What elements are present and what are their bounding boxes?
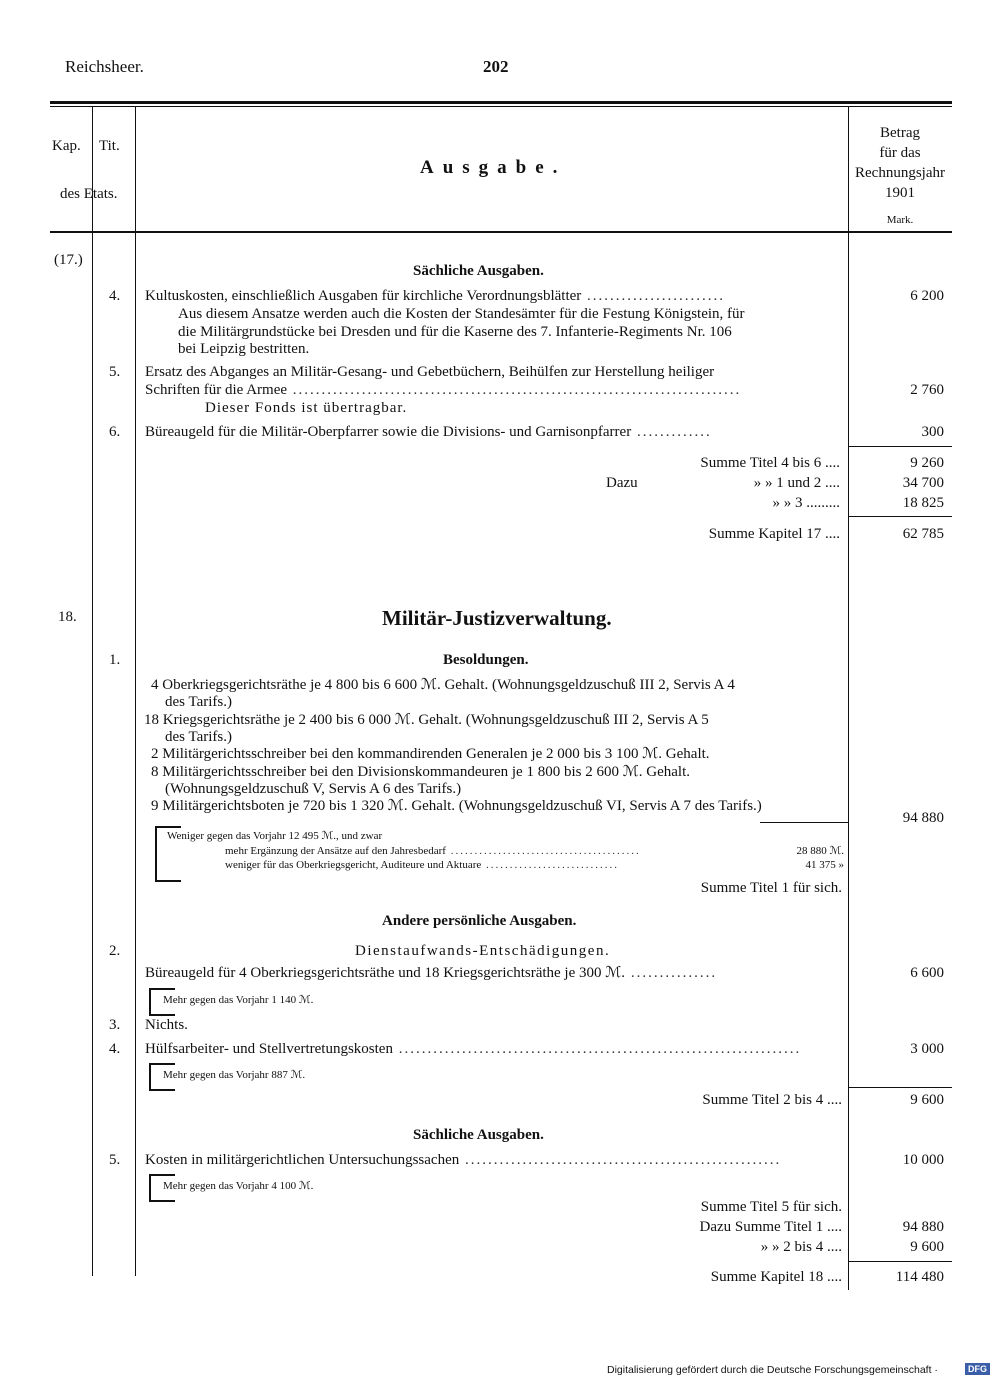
kap18-note4: Mehr gegen das Vorjahr 887 ℳ. xyxy=(163,1069,306,1081)
kap18-saechliche-heading: Sächliche Ausgaben. xyxy=(413,1127,544,1143)
top-rule-thick xyxy=(50,101,952,104)
col-rule-tit xyxy=(135,106,136,1276)
kap18-tit2-amount: 6 600 xyxy=(910,965,944,981)
kap17-sum-rule-2 xyxy=(849,516,952,517)
col-head-betrag-2: für das xyxy=(879,145,921,161)
kap17-tit4-text: Kultuskosten, einschließlich Ausgaben für kirchliche Verordnungsblätter ........................ xyxy=(145,288,726,304)
kap18-sum-title-1: Summe Titel 1 für sich. xyxy=(700,880,842,896)
kap18-tit1-number: 1. xyxy=(109,652,121,668)
kap18-sum-rule-2 xyxy=(849,1261,952,1262)
kap17-dazu-titles-1-2: » » 1 und 2 .... xyxy=(753,475,840,491)
kap18-sum-chapter: Summe Kapitel 18 .... xyxy=(710,1269,842,1285)
kap17-dazu-title-3-amount: 18 825 xyxy=(902,495,944,511)
kap18-besoldung-4-cont: (Wohnungsgeldzuschuß V, Servis A 6 des Tarifs.) xyxy=(165,781,462,797)
page-number: 202 xyxy=(483,57,509,76)
kap17-dazu-title-3: » » 3 ......... xyxy=(772,495,840,511)
kap17-tit4-note-3: bei Leipzig bestritten. xyxy=(178,341,310,357)
col-head-betrag-4: 1901 xyxy=(885,185,915,201)
kap18-note5: Mehr gegen das Vorjahr 4 100 ℳ. xyxy=(163,1180,314,1192)
kap18-sum-rule-1 xyxy=(849,1087,952,1088)
kap18-tit1-amount: 94 880 xyxy=(902,810,944,826)
kap17-tit4-note-2: die Militärgrundstücke bei Dresden und für die Kaserne des 7. Infanterie-Regiments Nr. 106 xyxy=(178,324,732,340)
col-head-des-etats: des Etats. xyxy=(60,186,118,202)
kap17-tit5-note: Dieser Fonds ist übertragbar. xyxy=(205,400,408,416)
kap17-tit5-text: Ersatz des Abganges an Militär-Gesang- und Gebetbüchern, Beihülfen zur Herstellung heiliger xyxy=(145,364,715,380)
kap17-sum-chapter-amount: 62 785 xyxy=(902,526,944,542)
kap17-sum-titles-4-6: Summe Titel 4 bis 6 .... xyxy=(700,455,840,471)
col-rule-amount xyxy=(848,106,849,1290)
running-head: Reichsheer. xyxy=(65,57,144,76)
kap18-besoldung-1-cont: des Tarifs.) xyxy=(165,694,232,710)
kap17-sum-chapter: Summe Kapitel 17 .... xyxy=(708,526,840,542)
kap17-tit6-amount: 300 xyxy=(921,424,944,440)
kap17-section-heading: Sächliche Ausgaben. xyxy=(413,263,544,279)
col-head-ausgabe: Ausgabe. xyxy=(420,157,567,178)
kap18-sum-title-5: Summe Titel 5 für sich. xyxy=(700,1199,842,1215)
kap17-tit4-note-1: Aus diesem Ansatze werden auch die Kosten der Standesämter für die Festung Königstein, für xyxy=(178,306,745,322)
kap18-besoldungen-heading: Besoldungen. xyxy=(443,652,529,668)
top-rule-thin xyxy=(50,106,952,107)
kap18-title: Militär-Justizverwaltung. xyxy=(382,606,612,630)
kap18-dazu-titles-2-4-amount: 9 600 xyxy=(910,1239,944,1255)
kap18-tit5-text: Kosten in militärgerichtlichen Untersuchungssachen ....................................................... xyxy=(145,1152,782,1168)
kap18-note2: Mehr gegen das Vorjahr 1 140 ℳ. xyxy=(163,994,314,1006)
col-head-tit: Tit. xyxy=(99,138,120,154)
kap18-tit4-text: Hülfsarbeiter- und Stellvertretungskosten ...................................................................... xyxy=(145,1041,802,1057)
kap17-tit5-number: 5. xyxy=(109,364,121,380)
kap18-sum-chapter-amount: 114 480 xyxy=(895,1269,944,1285)
col-head-betrag-3: Rechnungsjahr xyxy=(855,165,945,181)
kap18-besoldung-2-cont: des Tarifs.) xyxy=(165,729,232,745)
kap18-tit2-number: 2. xyxy=(109,943,121,959)
kap18-besoldung-2: 18 Kriegsgerichtsräthe je 2 400 bis 6 000 ℳ. Gehalt. (Wohnungsgeldzuschuß III 2, Servis A 5 xyxy=(144,712,709,728)
kap18-dienstaufwand-heading: Dienstaufwands-Entschädigungen. xyxy=(355,943,611,959)
kap18-note1-line3: weniger für das Oberkriegsgericht, Auditeure und Aktuare ............................ xyxy=(225,859,620,871)
kap17-tit5-text-2: Schriften für die Armee .............................................................................. xyxy=(145,382,742,398)
kap18-tit3-text: Nichts. xyxy=(145,1017,188,1033)
dfg-logo: DFG xyxy=(965,1363,990,1375)
kap18-tit4-number: 4. xyxy=(109,1041,121,1057)
kap18-dazu-title-1: Dazu Summe Titel 1 .... xyxy=(699,1219,842,1235)
kap17-dazu-label: Dazu xyxy=(606,475,638,491)
kap17-number: (17.) xyxy=(54,252,83,268)
kap18-tit2-text: Büreaugeld für 4 Oberkriegsgerichtsräthe und 18 Kriegsgerichtsräthe je 300 ℳ. ............... xyxy=(145,965,718,981)
digitization-credit: Digitalisierung gefördert durch die Deutsche Forschungsgemeinschaft · xyxy=(607,1364,938,1376)
col-head-kap: Kap. xyxy=(52,138,81,154)
kap17-tit6-number: 6. xyxy=(109,424,121,440)
kap18-tit5-amount: 10 000 xyxy=(902,1152,944,1168)
kap18-besoldung-4: 8 Militärgerichtsschreiber bei den Divisionskommandeuren je 1 800 bis 2 600 ℳ. Gehalt. xyxy=(151,764,690,780)
kap17-sum-titles-4-6-amount: 9 260 xyxy=(910,455,944,471)
kap17-tit4-number: 4. xyxy=(109,288,121,304)
kap17-tit6-text: Büreaugeld für die Militär-Oberpfarrer sowie die Divisions- und Garnisonpfarrer ............. xyxy=(145,424,712,440)
kap18-tit3-number: 3. xyxy=(109,1017,121,1033)
kap18-tit4-amount: 3 000 xyxy=(910,1041,944,1057)
kap17-tit4-amount: 6 200 xyxy=(910,288,944,304)
kap18-andere-heading: Andere persönliche Ausgaben. xyxy=(382,913,577,929)
kap18-sum-titles-2-4-amount: 9 600 xyxy=(910,1092,944,1108)
col-head-betrag-1: Betrag xyxy=(880,125,920,141)
kap17-sum-rule-1 xyxy=(849,446,952,447)
kap18-besoldung-1: 4 Oberkriegsgerichtsräthe je 4 800 bis 6 600 ℳ. Gehalt. (Wohnungsgeldzuschuß III 2, Servis A 4 xyxy=(151,677,735,693)
kap18-sum-titles-2-4: Summe Titel 2 bis 4 .... xyxy=(702,1092,842,1108)
kap18-tit5-number: 5. xyxy=(109,1152,121,1168)
kap18-note1-line2: mehr Ergänzung der Ansätze auf den Jahresbedarf ........................................ xyxy=(225,845,641,857)
kap18-note1-line3-value: 41 375 » xyxy=(805,859,844,871)
kap18-note1-line2-value: 28 880 ℳ. xyxy=(796,845,844,857)
kap18-besoldung-3: 2 Militärgerichtsschreiber bei den kommandirenden Generalen je 2 000 bis 3 100 ℳ. Gehalt. xyxy=(151,746,710,762)
kap18-besoldung-5: 9 Militärgerichtsboten je 720 bis 1 320 ℳ. Gehalt. (Wohnungsgeldzuschuß VI, Servis A 7 des Tarifs.) xyxy=(151,798,762,814)
kap18-number: 18. xyxy=(58,609,77,625)
kap18-dazu-title-1-amount: 94 880 xyxy=(902,1219,944,1235)
kap18-tit1-rule xyxy=(760,822,848,823)
header-bottom-rule xyxy=(50,231,952,233)
col-head-mark: Mark. xyxy=(886,214,914,226)
col-rule-kap xyxy=(92,106,93,1276)
kap17-dazu-titles-1-2-amount: 34 700 xyxy=(902,475,944,491)
kap17-tit5-amount: 2 760 xyxy=(910,382,944,398)
kap18-dazu-titles-2-4: » » 2 bis 4 .... xyxy=(760,1239,842,1255)
kap18-note1-line1: Weniger gegen das Vorjahr 12 495 ℳ., und zwar xyxy=(167,830,383,842)
